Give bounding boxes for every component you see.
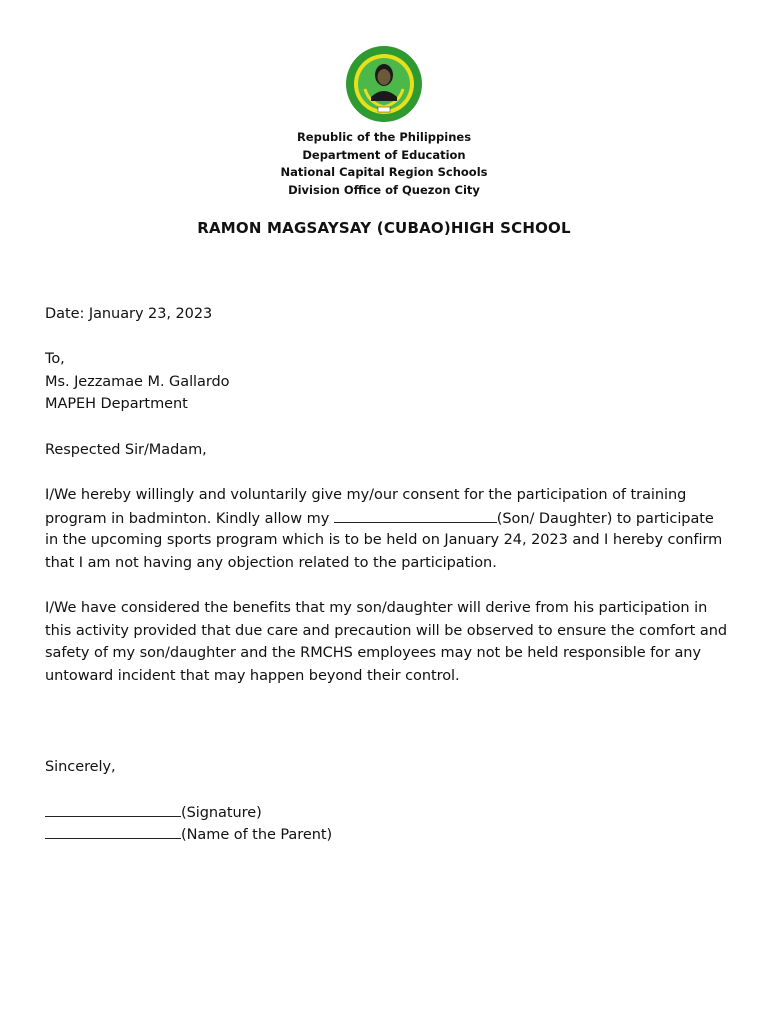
paragraph-2-line-1: I/We have considered the benefits that my son/daughter will derive from his participation in [45,600,708,616]
recipient-department: MAPEH Department [45,396,188,412]
school-seal-logo [345,45,423,123]
header-line-ncr: National Capital Region Schools [280,165,488,179]
paragraph-2-line-4: untoward incident that may happen beyond their control. [45,668,460,684]
paragraph-2-line-2: this activity provided that due care and precaution will be observed to ensure the comfort and [45,623,727,639]
letter-date: Date: January 23, 2023 [45,306,213,322]
header-line-republic: Republic of the Philippines [296,130,472,144]
header-line-division: Division Office of Quezon City [288,183,480,197]
parent-name-line [45,823,332,847]
paragraph-1-line-1: I/We hereby willingly and voluntarily give my/our consent for the participation of training [45,487,687,503]
recipient-name: Ms. Jezzamae M. Gallardo [45,374,230,390]
signature-label: (Signature) [181,805,262,821]
paragraph-1-line-3: in the upcoming sports program which is to be held on January 24, 2023 and I hereby confirm [45,532,723,548]
paragraph-1-line-2-start: program in badminton. Kindly allow my [45,511,334,527]
letter-to: To, [45,351,65,367]
header-line-deped: Department of Education [302,148,466,162]
signature-blank [45,801,181,817]
paragraph-1-line-4: that I am not having any objection related to the participation. [45,555,497,571]
school-name: RAMON MAGSAYSAY (CUBAO)HIGH SCHOOL [197,219,571,237]
paragraph-2-line-3: safety of my son/daughter and the RMCHS employees may not be held responsible for any [45,645,701,661]
closing: Sincerely, [45,759,116,775]
parent-name-label: (Name of the Parent) [181,827,333,843]
paragraph-1-line-2-end: (Son/ Daughter) to participate [496,511,714,527]
paragraph-1-line-2 [45,507,714,531]
signature-line [45,801,262,825]
child-name-blank [334,507,497,523]
parent-name-blank [45,823,181,839]
salutation: Respected Sir/Madam, [45,442,207,458]
